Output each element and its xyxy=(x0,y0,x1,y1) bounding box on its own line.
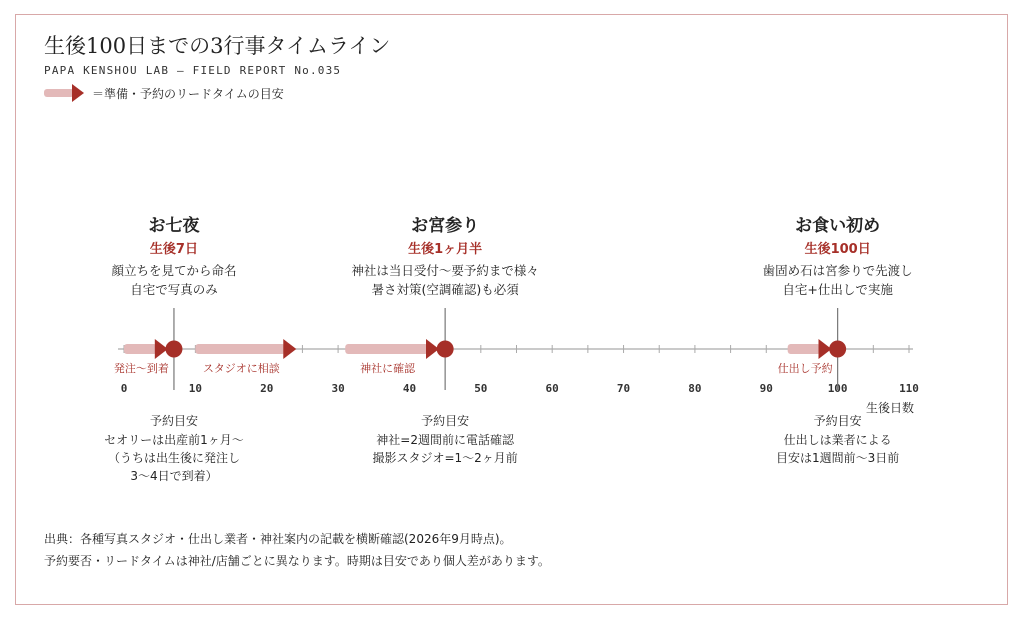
lead-time-label: 発注〜到着 xyxy=(113,362,169,375)
reservation-note: 撮影スタジオ=1〜2ヶ月前 xyxy=(372,451,518,465)
reservation-note: 仕出しは業者による xyxy=(783,433,892,447)
event-day-label: 生後7日 xyxy=(149,242,198,257)
tick-label: 90 xyxy=(759,382,773,395)
x-axis-label: 生後日数 xyxy=(865,401,915,415)
tick-label: 30 xyxy=(331,382,345,395)
lead-time-label: 神社に確認 xyxy=(360,362,416,375)
tick-label: 100 xyxy=(827,382,848,395)
event-marker xyxy=(829,341,846,358)
event-name: お食い初め xyxy=(795,216,881,236)
lead-time-bar xyxy=(195,344,285,354)
event-note: 神社は当日受付〜要予約まで様々 xyxy=(351,263,539,278)
reservation-note: （うちは出生後に発注し xyxy=(107,451,240,465)
lead-time-arrowhead xyxy=(283,339,296,359)
reservation-note: 3〜4日で到着） xyxy=(130,469,218,483)
page-title: 生後100日までの3行事タイムライン xyxy=(44,34,391,58)
event-note: 顔立ちを見てから命名 xyxy=(111,263,237,278)
lead-time-bar xyxy=(124,344,157,354)
event-marker xyxy=(437,341,454,358)
event-note: 自宅+仕出しで実施 xyxy=(782,282,893,297)
lead-time-bar xyxy=(788,344,821,354)
event-name: お宮参り xyxy=(411,216,480,236)
tick-label: 20 xyxy=(260,382,274,395)
tick-label: 60 xyxy=(545,382,559,395)
reservation-title: 予約目安 xyxy=(149,414,198,428)
event-day-label: 生後100日 xyxy=(804,242,871,257)
footer xyxy=(44,528,550,572)
event-marker xyxy=(165,341,182,358)
event-name: お七夜 xyxy=(148,216,200,236)
event-note: 歯固め石は宮参りで先渡し xyxy=(762,263,913,278)
reservation-note: 目安は1週間前〜3日前 xyxy=(775,451,900,465)
reservation-title: 予約目安 xyxy=(421,414,470,428)
legend-label: ＝準備・予約のリードタイムの目安 xyxy=(92,87,284,101)
tick-label: 80 xyxy=(688,382,702,395)
tick-label: 10 xyxy=(188,382,202,395)
event-day-label: 生後1ヶ月半 xyxy=(408,242,483,257)
report-subtitle: PAPA KENSHOU LAB — FIELD REPORT No.035 xyxy=(44,64,342,77)
reservation-note: 神社=2週間前に電話確認 xyxy=(376,433,514,447)
footer-note: 予約要否・リードタイムは神社/店舗ごとに異なります。時期は目安であり個人差があります。 xyxy=(44,554,550,568)
lead-time-label: スタジオに相談 xyxy=(202,362,280,375)
tick-label: 0 xyxy=(120,382,128,395)
tick-label: 70 xyxy=(616,382,631,395)
event-note: 自宅で写真のみ xyxy=(130,282,218,297)
tick-label: 40 xyxy=(402,382,417,395)
event-note: 暑さ対策(空調確認)も必須 xyxy=(371,282,519,297)
reservation-title: 予約目安 xyxy=(813,414,862,428)
tick-label: 110 xyxy=(899,382,919,395)
lead-time-bar xyxy=(345,344,428,354)
lead-time-label: 仕出し予約 xyxy=(777,362,833,375)
reservation-note: セオリーは出産前1ヶ月〜 xyxy=(104,433,244,447)
tick-label: 50 xyxy=(474,382,488,395)
footer-source: 出典：各種写真スタジオ・仕出し業者・神社案内の記載を横断確認(2026年9月時点)。 xyxy=(44,532,512,546)
